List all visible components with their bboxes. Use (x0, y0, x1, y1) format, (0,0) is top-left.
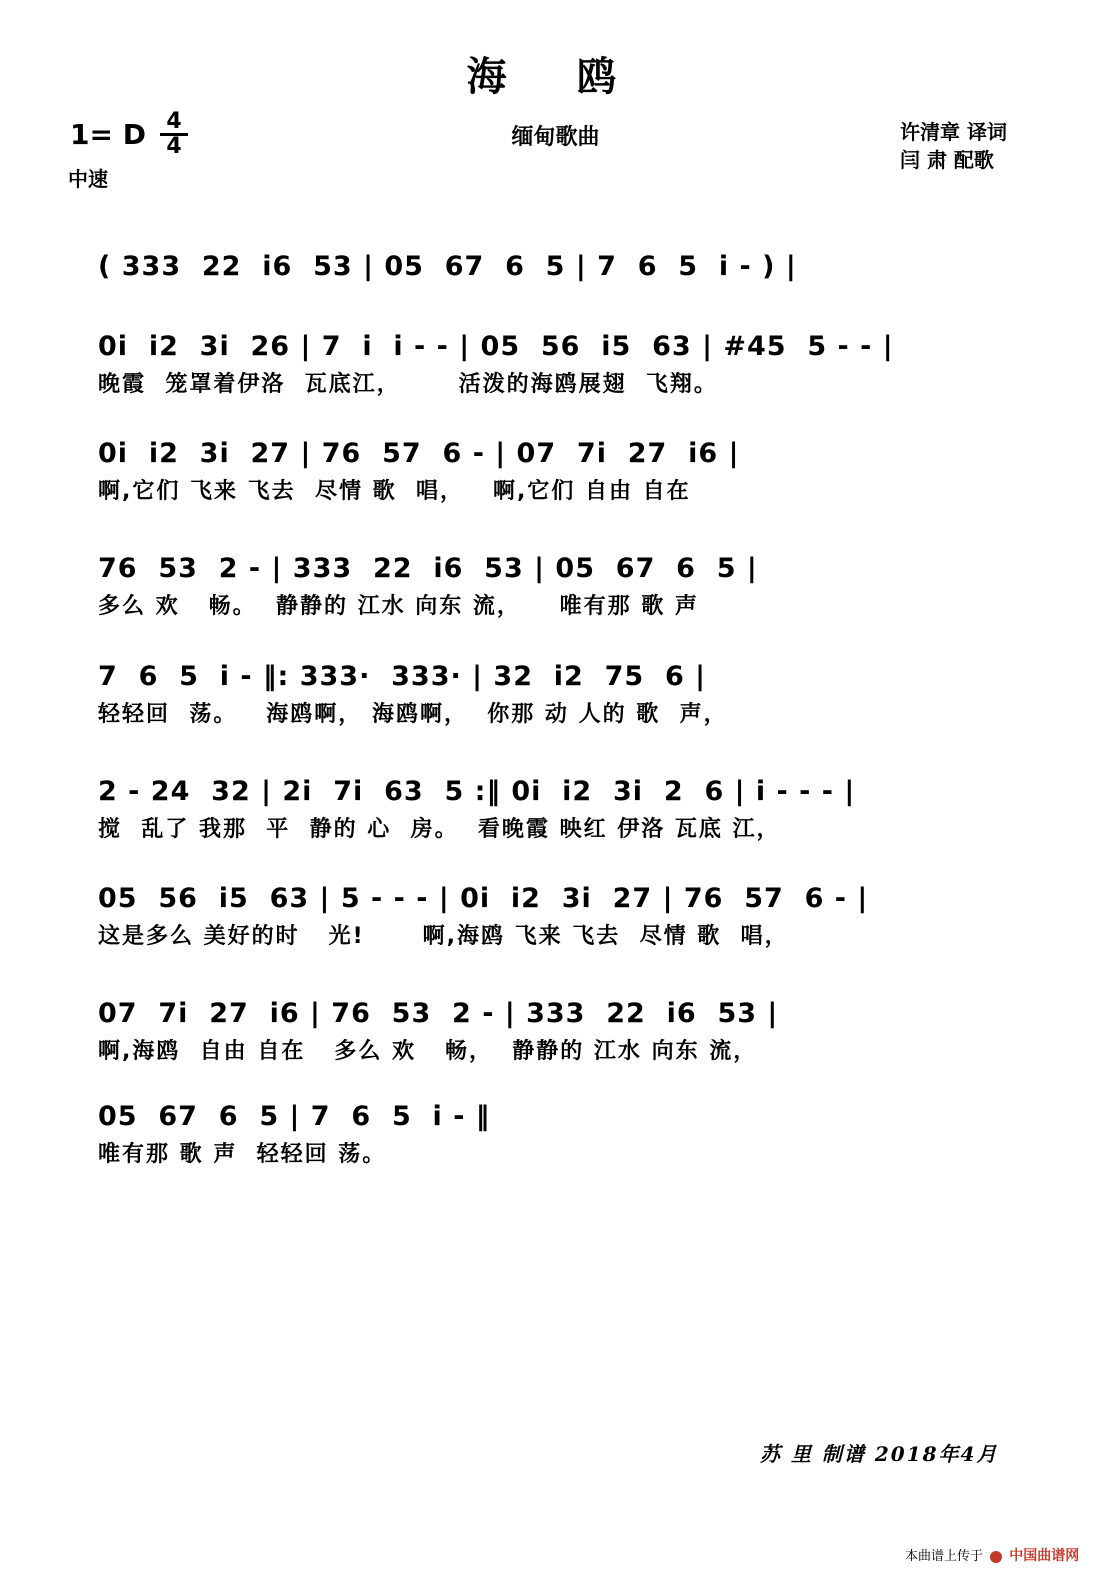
lyrics (98, 290, 1048, 320)
score-line-4 (98, 550, 1048, 622)
score-line-5 (98, 658, 1048, 730)
lyrics: 搅 乱了 我那 平 静的 心 房。 看晚霞 映红 伊洛 瓦底 江， (98, 817, 781, 842)
notation: 05 67 6 5 | 7 6 5 i - ‖ (98, 1101, 491, 1132)
meter-bottom: 4 (166, 134, 182, 159)
notation: 05 56 i5 63 | 5 - - - | 0i i2 3i 27 | 76 57 6 - | (98, 883, 869, 914)
key-signature: 1= D (70, 118, 146, 151)
lyrics: 轻轻回 荡。 海鸥啊， 海鸥啊， 你那 动 人的 歌 声， (98, 702, 728, 727)
credits (900, 118, 1060, 174)
notation: 2 - 24 32 | 2i 7i 63 5 :‖ 0i i2 3i 2 6 | i - - - | (98, 776, 856, 807)
tempo-marking: 中速 (68, 167, 108, 191)
song-subtitle: 缅甸歌曲 (511, 125, 600, 150)
site-name: 中国曲谱网 (1009, 1548, 1080, 1564)
notation: 07 7i 27 i6 | 76 53 2 - | 333 22 i6 53 | (98, 998, 779, 1029)
lyrics: 多么 欢 畅。 静静的 江水 向东 流， 唯有那 歌 声 (98, 594, 699, 619)
notation: 7 6 5 i - ‖: 333· 333· | 32 i2 75 6 | (98, 661, 707, 692)
meter-top: 4 (166, 109, 182, 134)
lyrics: 啊,它们 飞来 飞去 尽情 歌 唱， 啊,它们 自由 自在 (98, 479, 691, 504)
notation: 76 53 2 - | 333 22 i6 53 | 05 67 6 5 | (98, 553, 758, 584)
notation: ( 333 22 i6 53 | 05 67 6 5 | 7 6 5 i - ) | (98, 251, 797, 282)
lyrics: 晚霞 笼罩着伊洛 瓦底江， 活泼的海鸥展翅 飞翔。 (98, 372, 718, 397)
lyrics: 唯有那 歌 声 轻轻回 荡。 (98, 1142, 387, 1167)
score-line-8 (98, 995, 1048, 1067)
transcriber-credit: 苏 里 制谱 2018年4月 (760, 1442, 999, 1466)
score-line-2 (98, 328, 1048, 400)
score-line-1 (98, 248, 1048, 320)
site-logo-icon (990, 1551, 1002, 1563)
lyrics: 啊,海鸥 自由 自在 多么 欢 畅， 静静的 江水 向东 流， (98, 1039, 758, 1064)
lyricist-credit: 许清章 译词 (900, 120, 1007, 144)
score-line-9 (98, 1098, 1048, 1170)
song-title: 海 鸥 (466, 54, 645, 100)
notation: 0i i2 3i 27 | 76 57 6 - | 07 7i 27 i6 | (98, 438, 740, 469)
score-line-6 (98, 773, 1048, 845)
score-line-7 (98, 880, 1048, 952)
upload-notice (905, 1545, 1079, 1565)
lyrics: 这是多么 美好的时 光! 啊,海鸥 飞来 飞去 尽情 歌 唱， (98, 924, 789, 949)
arranger-credit: 闫 肃 配歌 (900, 148, 994, 172)
notation: 0i i2 3i 26 | 7 i i - - | 05 56 i5 63 | #45 5 - - | (98, 331, 894, 362)
upload-text: 本曲谱上传于 (905, 1549, 984, 1564)
score-line-3 (98, 435, 1048, 507)
